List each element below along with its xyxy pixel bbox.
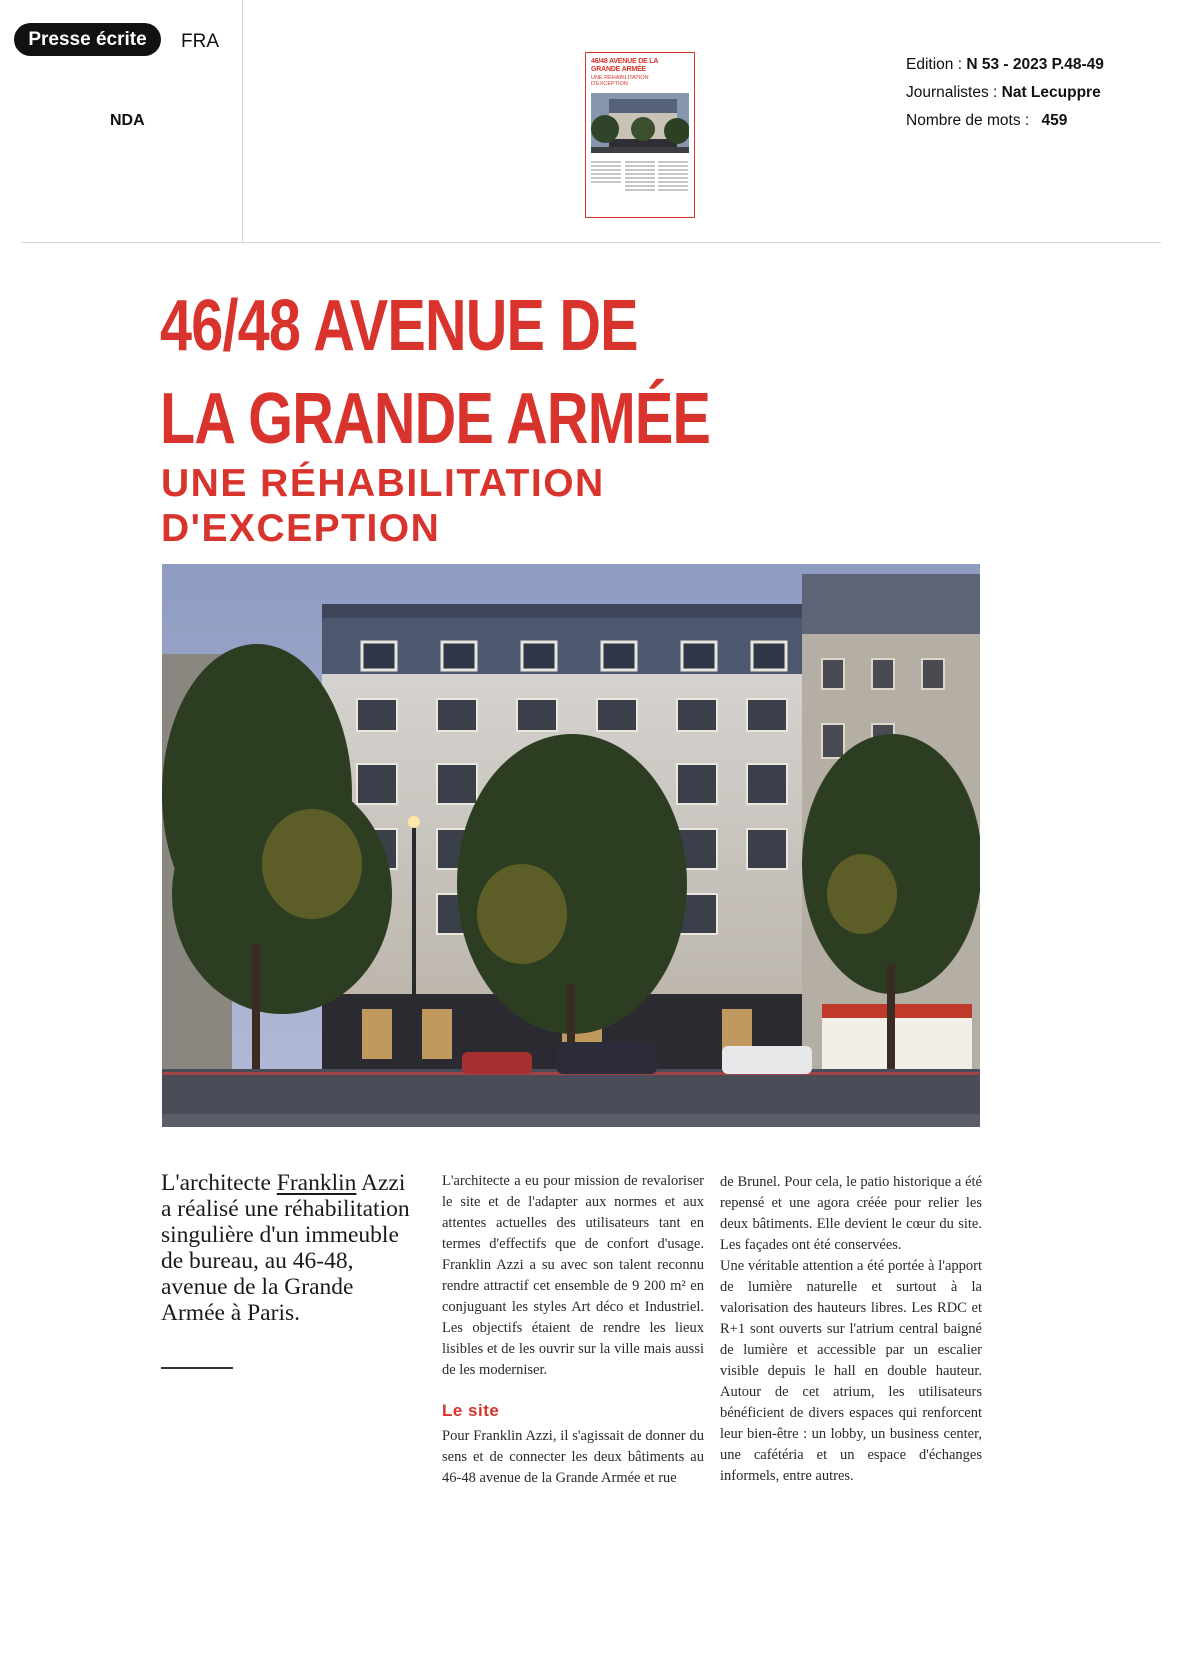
thumbnail-title: 46/48 AVENUE DE LA GRANDE ARMÉE [591,58,658,73]
edition-label: Edition : [906,56,963,73]
page-thumbnail[interactable] [585,52,695,218]
article-subtitle-line-1: UNE RÉHABILITATION [161,462,605,505]
header-divider-vertical [242,0,243,242]
language-code: FRA [181,31,219,52]
section-heading-le-site: Le site [442,1401,500,1420]
header-divider-horizontal [21,242,1161,243]
article-title-line-1: 46/48 AVENUE DE [160,286,638,366]
article-subtitle [161,461,605,551]
building-photo [162,564,980,1127]
article-column-1-section [442,1426,704,1489]
journalists-value: Nat Lecuppre [1001,84,1101,101]
lede-text-end: Azzi a réalisé une réhabilitation singulière d'un immeuble de bureau, au 46-48, avenue de la Grande Armée à Paris. [161,1170,410,1326]
press-type-badge: Presse écrite [14,23,161,56]
word-count-label: Nombre de mots : [906,112,1030,129]
thumbnail-text-column [658,161,688,207]
article-title [160,280,710,466]
word-count-value: 459 [1041,112,1068,129]
architect-name-link[interactable]: Franklin [276,1170,357,1196]
edition-info [906,56,1104,74]
thumbnail-subtitle: UNE RÉHABILITATION D'EXCEPTION [591,75,649,87]
thumbnail-text-column [625,161,655,207]
journalists-label: Journalistes : [906,84,998,101]
thumbnail-photo [591,93,689,153]
thumbnail-text-column [591,161,621,207]
article-column-1 [442,1171,704,1381]
section-paragraph: Pour Franklin Azzi, il s'agissait de donner du sens et de connecter les deux bâtiments au 46-48 avenue de la Grande Armée et rue [442,1428,704,1486]
edition-value: N 53 - 2023 P.48-49 [966,56,1104,73]
publication-name: NDA [110,112,145,129]
article-title-line-2: LA GRANDE ARMÉE [160,379,711,459]
column-2-paragraph-2: Une véritable attention a été portée à l'apport de lumière naturelle et surtout à la valorisation des hauteurs libres. Les RDC et R+1 sont ouverts sur l'atrium central baigné de lumière et accessible par un escalier visible depuis le hall en double hauteur. Autour de cet atrium, les utilisateurs bénéficient de divers espaces qui renforcent leur bien-être : un lobby, un business center, une cafétéria et un espace d'échanges informels, entre autres. [720,1258,982,1484]
article-lede [161,1170,416,1326]
word-count-info [906,112,1067,130]
column-2-paragraph-1: de Brunel. Pour cela, le patio historique a été repensé et une agora créée pour relier les deux bâtiments. Elle devient le cœur du site. Les façades ont été conservées. [720,1174,982,1253]
lede-text-start: L'architecte [161,1170,277,1196]
lede-underline-rule [161,1367,233,1369]
journalists-info [906,84,1101,102]
article-column-2 [720,1172,982,1487]
article-subtitle-line-2: D'EXCEPTION [161,507,441,550]
column-1-paragraph: L'architecte a eu pour mission de revaloriser le site et de l'adapter aux normes et aux attentes actuelles des utilisateurs tant en termes d'effectifs que de confort d'usage. Franklin Azzi a su avec son talent reconnu rendre attractif cet ensemble de 9 200 m² en conjuguant les styles Art déco et Industriel. Les objectifs étaient de rendre les lieux lisibles et de les ouvrir sur la ville mais aussi de les moderniser. [442,1173,704,1378]
